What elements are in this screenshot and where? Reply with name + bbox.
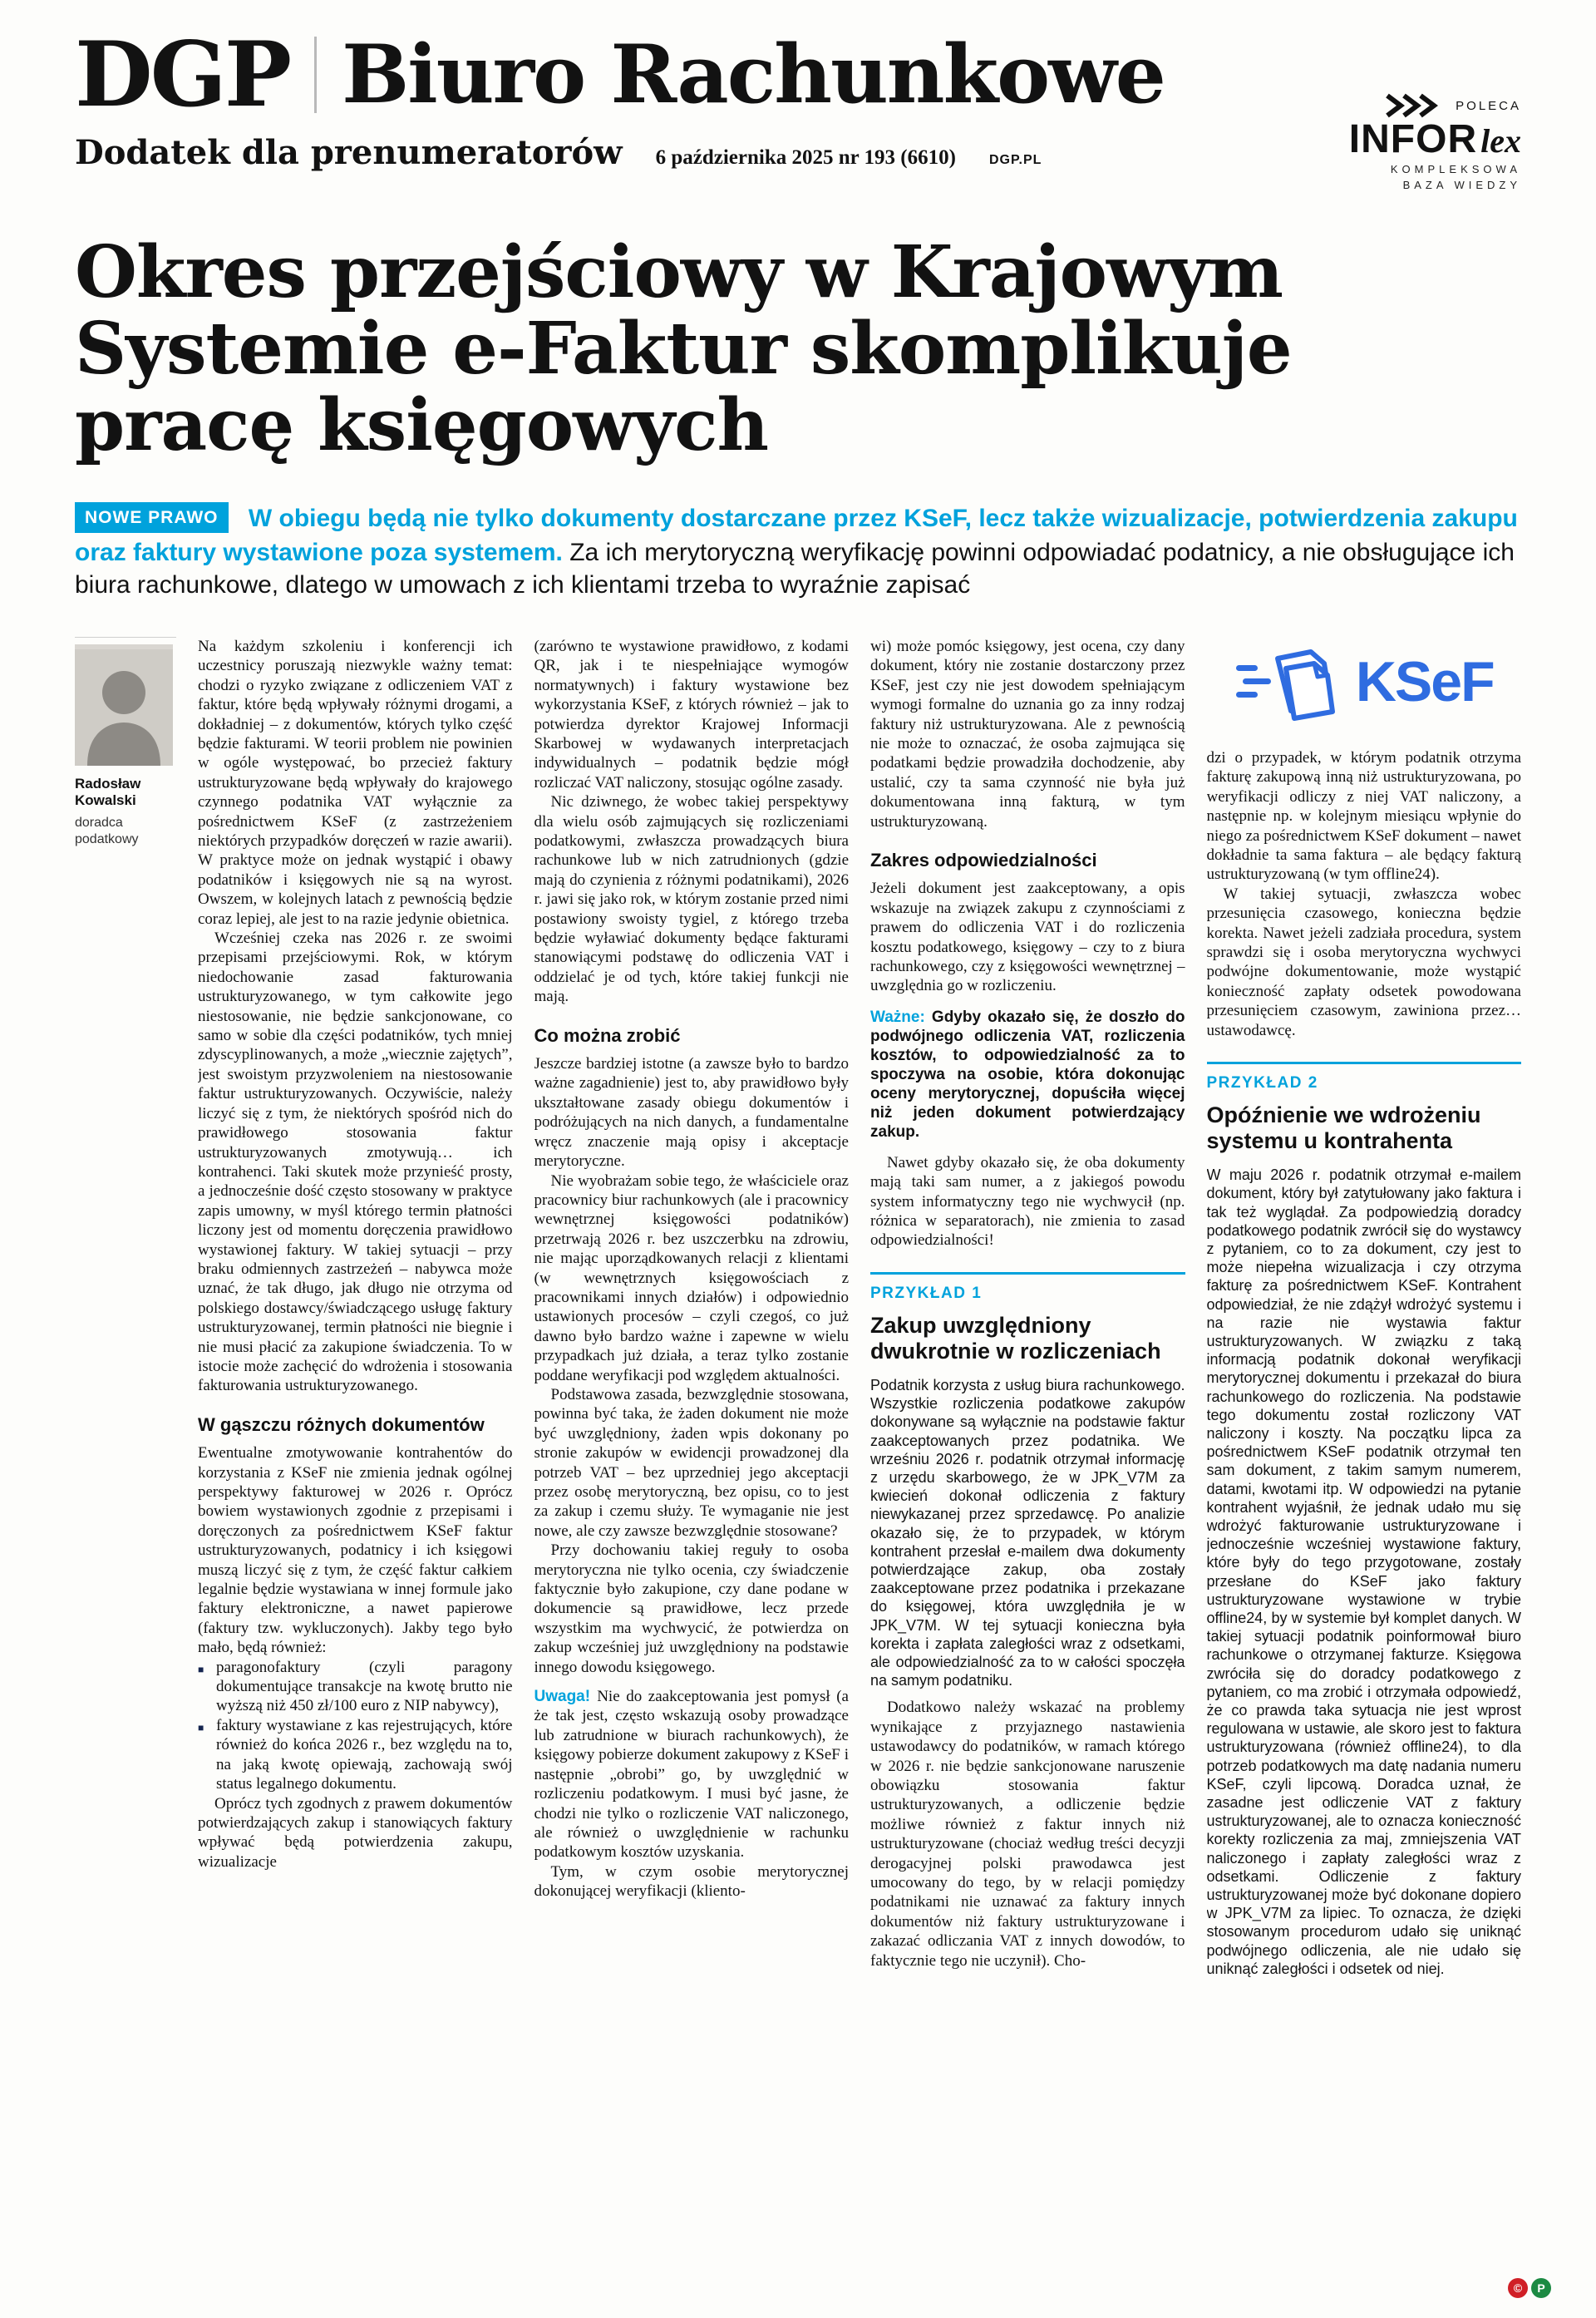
inforlex-logo-top [1384, 93, 1521, 118]
dgp-logo: DGP [75, 22, 290, 127]
section-subhead: Zakres odpowiedzialności [870, 850, 1097, 871]
inforlex-logo [1349, 93, 1521, 191]
paragraph: (zarówno te wystawione prawidłowo, z kodami QR, jak i te niespełniające wymogów normatywnych) i faktury wystawione bez wykorzystania KSeF, z których również – jak to potwierdza dyrektor Krajowej Informacji Skarbowej w wydawanych interpretacjach indywidualnych – podatnik będzie mógł rozliczać VAT naliczony, stosując ogólne zasady. [534, 637, 849, 792]
logo-row [75, 22, 1165, 127]
example-label: PRZYKŁAD 1 [870, 1284, 983, 1302]
paragraph: Na każdym szkoleniu i konferencji ich uczestnicy poruszają niezwykle ważny temat: chodzi o ryzyko związane z odliczeniem VAT z faktur, które będą wpływały różnymi drogami, a dokładniej – z dokumentów, których tylko część będzie fakturami. W teorii problem nie powinien w ogóle występować, bo przecież faktury ustrukturyzowane będą wpływały do krajowego czynnego podatnika VAT wyłącznie za pośrednictwem KSeF (z zastrzeżeniem niektórych przypadków doręczeń w razie awarii). W praktyce może on jednak wystąpić i obawy podatników i księgowych nie są na wyrost. Owszem, w kolejnych latach z pewnością będzie coraz lepiej, ale jest to na razie jedynie obietnica. [198, 637, 513, 928]
example-title: Opóźnienie we wdrożeniu systemu u kontrahenta [1206, 1102, 1481, 1154]
bullet-icon: ■ [198, 1721, 204, 1734]
ksef-documents-icon [1234, 640, 1344, 723]
inforlex-chevron-icon [1384, 93, 1446, 118]
bullet-item: ■ faktury wystawiane z kas rejestrujących, które również do końca 2026 r., bez względu na to, na jaką kwotę opiewają, zachowają swój status legalnego dokumentu. [198, 1716, 513, 1793]
article-lead [75, 502, 1521, 602]
example-box [870, 1272, 1185, 1690]
section-subhead: Co można zrobić [534, 1024, 681, 1046]
paragraph: Wcześniej czeka nas 2026 r. ze swoimi przepisami przejściowymi. Rok, w którym niedochowanie zasad fakturowania ustrukturyzowanego, w tym całkowite jego niestosowanie, nie będzie sankcjonowane, co samo w sobie dla części podatników, tych mniej zdyscyplinowanych, a może „wiecznie zajętych”, jest swoistym przyzwoleniem na niestosowanie faktur ustrukturyzowanych. Oczywiście, należy liczyć się z tym, że niektórych spośród nich do prawidłowego stosowania faktur ustrukturyzowanych zmotywują… ich kontrahenci. Taki skutek może przynieść prosty, a jednocześnie dość często stosowany w praktyce zapis umowny, w myśl którego termin płatności liczony jest od momentu doręczenia prawidłowo wystawionej faktury. W takiej sytuacji – przy braku odmiennych zastrzeżeń – nabywca może uznać, że tak długo, jak długo nie otrzyma od polskiego dostawcy/świadczącego usługę faktury ustrukturyzowanej, termin płatności nie biegnie i nie musi płacić za zakupione świadczenia. To w istocie może zachęcić do wdrożenia i stosowania fakturowania ustrukturyzowanego. [198, 930, 513, 1395]
author-box [75, 637, 176, 2268]
copyright-icon: © [1508, 2278, 1528, 2298]
paragraph: wi) może pomóc księgowy, jest ocena, czy dany dokument, który nie zostanie dostarczony przez KSeF, jest czy nie jest dowodem spełniającym wymogi formalne do uznania go za inny rodzaj faktury niż ustrukturyzowana. Ale z pewnością nie może to oznaczać, że osoba zajmująca się podatkami będzie prowadziła dochodzenie, aby ustalić, czy ta sama czynność nie była już dokumentowana inną fakturą, w tym ustrukturyzowaną. [870, 637, 1185, 831]
important-label: Ważne: [870, 1008, 932, 1026]
edition-subtitle: Dodatek dla prenumeratorów [75, 133, 623, 172]
text-column-4 [1207, 637, 1522, 2268]
lex-suffix: lex [1480, 122, 1521, 160]
important-block: Ważne: Gdyby okazało się, że doszło do podwójnego odliczenia VAT, rozliczenia kosztów, to odpowiedzialność za to spoczywa na osobie, która dokonując oceny merytorycznej, dopuściła więcej niż jeden dokument potwierdzający zakup. [870, 1008, 1185, 1141]
text-column-2 [534, 637, 850, 2268]
paragraph: Ewentualne zmotywowanie kontrahentów do korzystania z KSeF nie zmienia jednak ogólnej perspektywy fakturowej w 2026 r. Oprócz bowiem wystawionych zgodnie z przepisami i doręczonych za pośrednictwem KSeF faktur ustrukturyzowanych, podatnicy i ich księgowi muszą liczyć się z tym, że część faktur całkiem legalnie będzie wystawiana w innej formule jako faktury elektroniczne, a nawet papierowe (faktury tzw. wykluczonych). Jakby tego było mało, będą również: [198, 1444, 513, 1657]
paragraph: Podstawowa zasada, bezwzględnie stosowana, powinna być taka, że żaden dokument nie może być uwzględniony, żaden wpis dokonany po stronie zakupów w ewidencji prowadzonej dla potrzeb VAT – bez uprzedniej jego akceptacji przez osobę merytoryczną, bez opisu, co to jest za zakup i czemu służy. Te wymaganie nie jest nowe, ale czy zawsze bezwzględnie stosowane? [534, 1385, 849, 1540]
press-icon: P [1531, 2278, 1551, 2298]
poleca-label: POLECA [1456, 98, 1521, 113]
author-name: Radosław Kowalski [75, 775, 141, 809]
paragraph: Jeżeli dokument jest zaakceptowany, a opis wskazuje na związek zakupu z czynnościami z prawem do odliczenia VAT i do rozliczenia kosztu podatkowego, księgowy – czy to z biura rachunkowego, czy z księgowości wewnętrznej – uwzględnia go w rozliczeniu. [870, 880, 1185, 995]
alert-block: Uwaga! Nie do zaakceptowania jest pomysł (a że tak jest, często wskazują osoby prowadzące lub zatrudnione w biurach rachunkowych), że księgowy pobierze dokument zakupowy z KSeF i następnie „obrobi” go, by uwzględnić w rozliczeniu podatkowym. I musi być jasne, że chodzi nie tylko o rozliczenie VAT naliczonego, ale również o uwzględnienie w rachunku podatkowym kosztów uzyskania. [534, 1688, 849, 1862]
masthead-left [75, 22, 1165, 172]
text-column-1 [198, 637, 513, 2268]
paragraph: dzi o przypadek, w którym podatnik otrzyma fakturę zakupową inną niż ustrukturyzowana, po weryfikacji odliczy z niej VAT naliczony, a następnie np. w kolejnym miesiącu wpłynie do niego za pośrednictwem KSeF dokument – nawet dokładnie ta sama faktura – ale będący fakturą ustrukturyzowaną (w tym offline24). [1206, 748, 1521, 884]
article-body [75, 637, 1521, 2268]
lead-highlight: W obiegu będą nie tylko dokumenty dostarczane przez KSeF, lecz także wizualizacje, potwierdzenia zakupu oraz faktury wystawione poza systemem. [75, 505, 1518, 566]
paragraph: Dodatkowo należy wskazać na problemy wynikające z przyjaznego nastawienia ustawodawcy do podatników, w ramach którego w 2026 r. nie będzie sankcjonowane naruszenie obowiązku stosowania faktur ustrukturyzowanych, a odliczenie będzie możliwe również z faktur innych niż ustrukturyzowane (chociaż według treści decyzji derogacyjnej polski prawodawca jest umocowany do tego, by w relacji pomiędzy podatnikami nie uznawać za faktury innych dokumentów niż faktury ustrukturyzowane i zakazać odliczania VAT z innych dowodów, to faktycznie tego nie uczynił). Cho- [870, 1699, 1185, 1970]
partner-tagline-2: BAZA WIEDZY [1402, 179, 1521, 191]
edition-date: 6 października 2025 nr 193 (6610) [655, 146, 956, 169]
paragraph: W takiej sytuacji, zwłaszcza wobec przesunięcia czasowego, konieczna będzie korekta. Nawet jeżeli zadziała procedura, system sprawdzi się i osoba merytoryczna wychwyci podwójne dokumentowanie, może wystąpić konieczność zapłaty odsetek powodowana przesunięciem czasowym, zawiniona przez… ustawodawcę. [1206, 885, 1521, 1039]
ksef-logo [1207, 640, 1522, 723]
bullet-item: ■ paragonofaktury (czyli paragony dokumentujące transakcje na kwotę brutto nie wyższą niż 450 zł/100 euro z NIP nabywcy), [198, 1658, 513, 1715]
ksef-logo-text: KSeF [1355, 649, 1494, 713]
infor-brand: INFOR [1348, 117, 1478, 161]
partner-tagline-1: KOMPLEKSOWA [1390, 163, 1521, 175]
lead-rest: Za ich merytoryczną weryfikację powinni odpowiadać podatnicy, a nie obsługujące ich biura rachunkowe, dlatego w umowach z ich klientami trzeba to wyraźnie zapisać [75, 538, 1515, 599]
alert-label: Uwaga! [534, 1688, 598, 1706]
paragraph: Nie wyobrażam sobie tego, że właściciele oraz pracownicy biur rachunkowych (ale i pracownicy wewnętrznej księgowości podatników) przetrwają 2026 r. bez uszczerbku na zdrowiu, nie mając uporządkowanych relacji z klientami (w wewnętrznych księgowościach z pracownikami innych działów) i odpowiednio ustawionych procesów – czyli czegoś, co już dawno było bardzo ważne i zapewne w wielu przypadkach już działa, a teraz tylko zostanie poddane weryfikacji pod względem aktualności. [534, 1171, 849, 1384]
paragraph: Przy dochowaniu takiej reguły to osoba merytoryczna nie tylko ocenia, czy świadczenie faktycznie było zakupione, czy dane podane w dokumencie są prawidłowe, lecz przede wszystkim ma wychwycić, że potwierdza on zakup wcześniej już uwzględniony na podstawie innego dowodu księgowego. [534, 1541, 849, 1676]
infor-brand-line [1348, 117, 1521, 161]
paragraph: Tym, w czym osobie merytorycznej dokonującej weryfikacji (kliento- [534, 1862, 849, 1901]
masthead-divider [314, 37, 317, 113]
masthead [75, 22, 1521, 191]
article-headline: Okres przejściowy w Krajowym Systemie e-Faktur skomplikuje pracę księgowych [75, 230, 1292, 468]
bullet-icon: ■ [198, 1663, 204, 1675]
paragraph: Jeszcze bardziej istotne (a zawsze było to bardzo ważne zagadnienie) jest to, aby prawidłowo były ukształtowane zasady obiegu dokumentów i podróżujących na nich danych, a fundamentalne wręcz znaczenie mają opisy i akceptacje merytoryczne. [534, 1055, 849, 1171]
person-silhouette-icon [75, 649, 173, 766]
example-label: PRZYKŁAD 2 [1206, 1074, 1318, 1092]
section-title: Biuro Rachunkowe [342, 27, 1165, 121]
paragraph: Oprócz tych zgodnych z prawem dokumentów potwierdzających zakup i stanowiących faktury wpływać będą potwierdzenia zakupu, wizualizacje [198, 1794, 513, 1871]
section-subhead: W gąszczu różnych dokumentów [198, 1413, 485, 1435]
text-column-3 [870, 637, 1185, 2268]
author-photo [75, 644, 173, 766]
nowe-prawo-badge: NOWE PRAWO [75, 502, 229, 533]
press-marks [1508, 2278, 1551, 2298]
author-role: doradca podatkowy [75, 815, 139, 846]
example-title: Zakup uwzględniony dwukrotnie w rozliczeniach [870, 1312, 1161, 1364]
edition-row [75, 133, 1165, 172]
example-paragraph: W maju 2026 r. podatnik otrzymał e-mailem dokument, który był zatytułowany jako faktura i tak też wyglądał. Za podpowiedzią doradcy podatkowego podatnik zwrócił się do wystawcy z pytaniem, co to za dokument, czy jest to może niepełna wizualizacja i czy otrzyma fakturę za pośrednictwem KSeF. Kontrahent odpowiedział, że nie zdążył wdrożyć systemu i na razie nie wystawia faktur ustrukturyzowanych. W związku z taką informacją podatnik dokonał weryfikacji merytorycznej dokumentu i przekazał do biura rachunkowego do rozliczenia. Na podstawie tego dokumentu został rozliczony VAT naliczony i koszty. Na początku lipca za pośrednictwem KSeF podatnik otrzymał ten sam dokument, z takim samym numerem, datami, kwotami itp. W odpowiedzi na pytanie kontrahent wyjaśnił, że jednak udało mu się wdrożyć fakturowanie ustrukturyzowane i jednocześnie wcześniej wystawione faktury, które były do tego przygotowane, zostały przesłane do KSeF jako faktury ustrukturyzowane wystawione w trybie offline24, by w systemie był komplet danych. W takiej sytuacji podatnik poinformował biuro rachunkowe o otrzymanej fakturze. Księgowa zwróciła się do doradcy podatkowego z pytaniem, co ma zrobić i otrzymała odpowiedź, że co prawda taka sytuacja nie jest wprost regulowana w ustawie, ale skoro jest to faktura ustrukturyzowana (również offline24), to dla potrzeb podatkowych ma datę nadania numeru KSeF, czyli lipcową. Doradca uznał, że zasadne jest odliczenie VAT z faktury ustrukturyzowanej, ale to oznacza konieczność korekty rozliczenia za maj, zmniejszenia VAT naliczonego i zapłaty zaległości wraz z odsetkami. Odliczenie z faktury ustrukturyzowanej może być dokonane dopiero w JPK_V7M za lipiec. To oznacza, że dzięki stosowanym procedurom udało się uniknąć podwójnego odliczenia, ale nie udało się uniknąć zaległości i odsetek od niej. [1206, 1166, 1521, 1977]
paragraph: Nic dziwnego, że wobec takiej perspektywy dla wielu osób zajmujących się rozliczeniami podatkowymi, zwłaszcza prowadzących biura rachunkowe lub w nich zatrudnionych (gdzie mają do czynienia z różnymi podatnikami), 2026 r. jawi się jako rok, w którym zostanie przed nimi postawiony swoisty tygiel, z którego trzeba będzie wyławiać dokumenty będące fakturami stanowiącymi podstawę do odliczenia VAT i oddzielać je od tych, które takiej funkcji nie mają. [534, 793, 849, 1006]
example-box [1207, 1062, 1522, 1978]
site-url: DGP.PL [988, 153, 1042, 167]
paragraph: Nawet gdyby okazało się, że oba dokumenty mają taki sam numer, a z jakiegoś powodu system informatyczny tego nie wychwycił (np. różnica w separatorach), nie zmienia to zasad odpowiedzialności! [870, 1153, 1185, 1250]
example-paragraph: Podatnik korzysta z usług biura rachunkowego. Wszystkie rozliczenia podatkowe zakupów dokonywane są wyłącznie na podstawie faktur zaakceptowanych przez podatnika. We wrześniu 2026 r. podatnik otrzymał informację z urzędu skarbowego, że w JPK_V7M za kwiecień dokonał odliczenia z faktury niewykazanej przez sprzedawcę. Po analizie okazało się, że to przypadek, w którym kontrahent przesłał e-mailem dwa dokumenty potwierdzające zakup, oba zostały zaakceptowane przez podatnika i przekazane do księgowej, która uwzględniła je w JPK_V7M. W tej sytuacji konieczna była korekta i zapłata zaległości wraz z odsetkami, ale odpowiedzialność za to w całości spoczęła na samym podatniku. [870, 1376, 1185, 1689]
